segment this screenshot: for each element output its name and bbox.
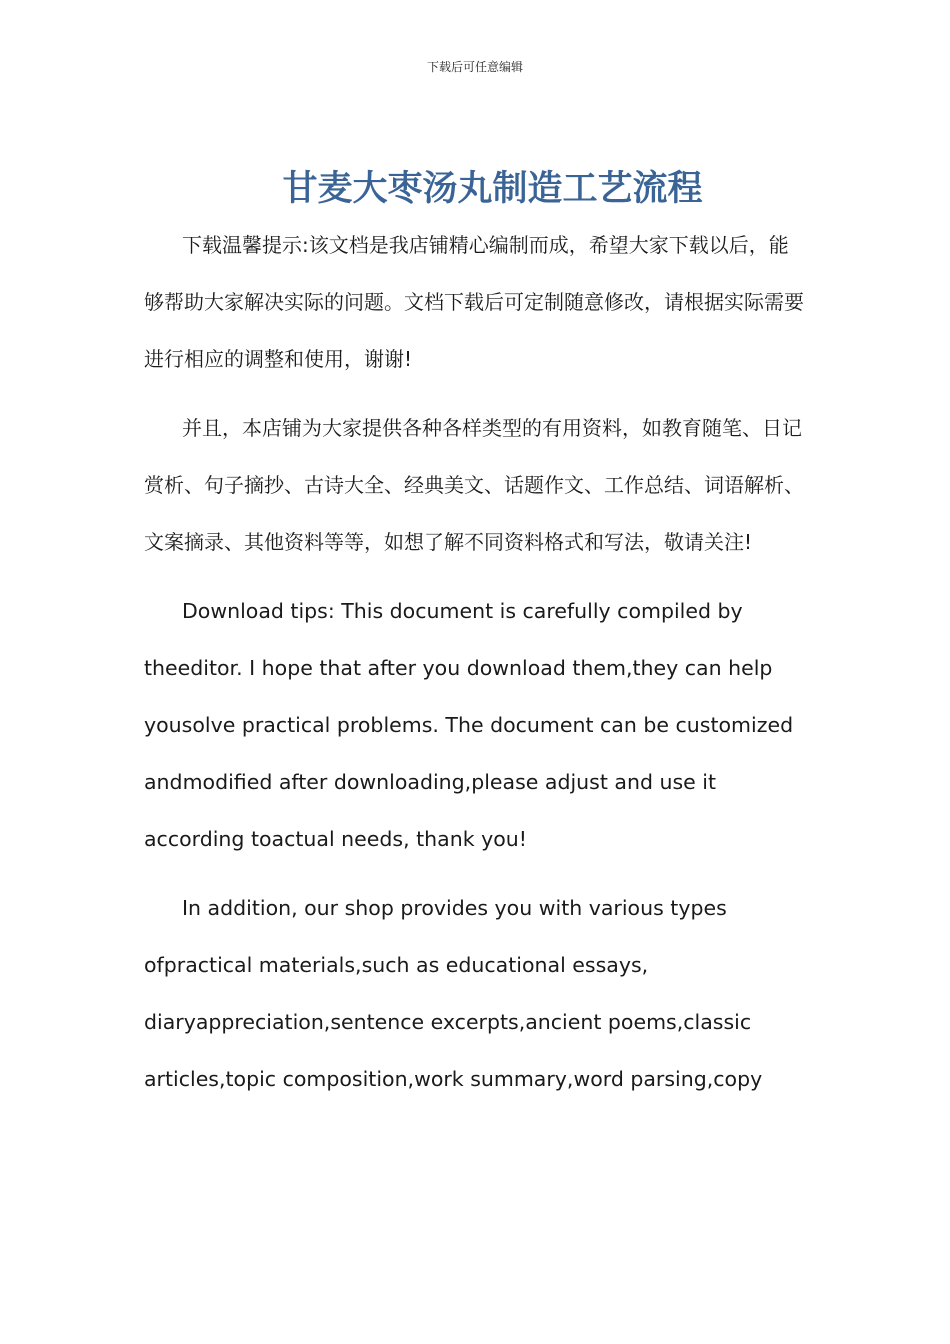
page-header: 下载后可任意编辑 <box>426 60 523 74</box>
paragraph-materials-cn: 并且，本店铺为大家提供各种各样类型的有用资料，如教育随笔、日记赏析、句子摘抄、古诗大全、经典美文、话题作文、工作总结、词语解析、文案摘录、其他资料等等，如想了解不同资料格式和写法，敬请关注! <box>144 416 804 554</box>
document-body <box>144 217 807 1120</box>
paragraph-materials-en: In addition, our shop provides you with various types ofpractical materials,such as educational essays, diaryappreciation,sentence excerpts,ancient poems,classic articles,topic composition,work summary,word parsing,copy <box>144 896 763 1091</box>
document-title: 甘麦大枣汤丸制造工艺流程 <box>282 169 703 209</box>
paragraph-download-tip-cn: 下载温馨提示:该文档是我店铺精心编制而成，希望大家下载以后，能够帮助大家解决实际的问题。文档下载后可定制随意修改，请根据实际需要进行相应的调整和使用，谢谢! <box>144 233 804 371</box>
paragraph-download-tip-en: Download tips: This document is carefully compiled by theeditor. I hope that after you download them,they can help yousolve practical problems. The document can be customized andmodified after downloading,please adjust and use it according toactual needs, thank you! <box>144 599 794 851</box>
